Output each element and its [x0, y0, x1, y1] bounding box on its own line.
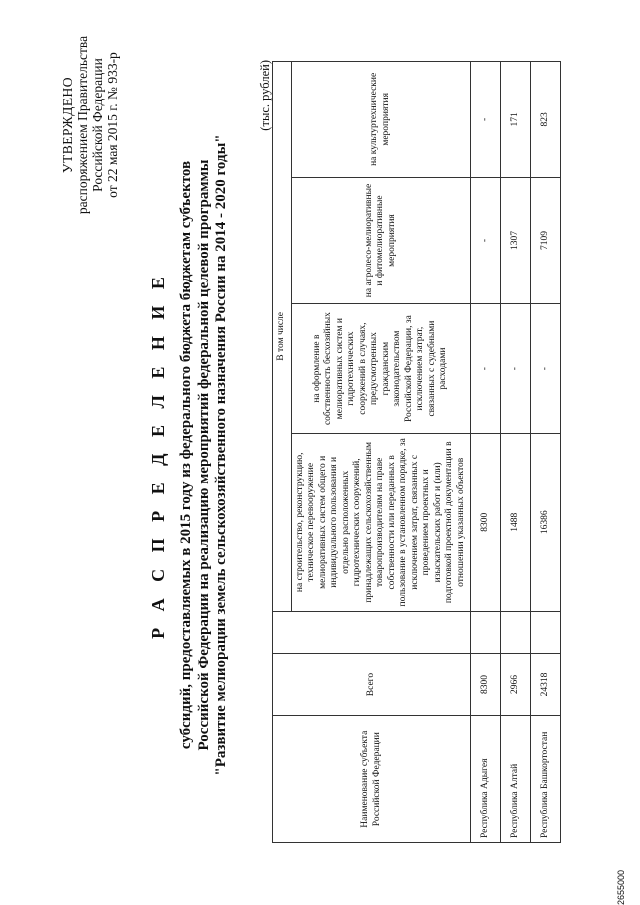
table-row	[471, 62, 501, 843]
header-agro: на агролесо-мелиоративные и фитомелиоративные мероприятия	[291, 177, 471, 304]
header-group: В том числе	[273, 62, 292, 612]
cell-construction: 8300	[471, 433, 501, 611]
cell-total: 2966	[501, 653, 531, 716]
cell-registration: -	[471, 304, 501, 434]
cell-total: 24318	[531, 653, 561, 716]
approval-block	[60, 0, 120, 250]
cell-construction: 1488	[501, 433, 531, 611]
header-registration: на оформление в собственность бесхозяйных мелиоративных систем и гидротехнических сооружений в случаях, предусмотренных гражданским законодательством Российской Федерации, за исключением затрат, связанных с судебными расходами	[291, 304, 471, 434]
header-subject-name: Наименование субъекта Российской Федерации	[273, 716, 471, 843]
cell-culture: -	[471, 62, 501, 178]
cell-name: Республика Алтай	[501, 716, 531, 843]
header-construction: на строительство, реконструкцию, техническое перевооружение мелиоративных систем общего и индивидуального пользования и отдельно расположенных гидротехнических сооружений, принадлежащих сельскохозяйственным товаропроизводителям на праве собственности или переданных в пользование в установленном порядке, за исключением затрат, связанных с проведением проектных и изыскательских работ и (или) подготовкой проектной документации в отношении указанных объектов	[291, 433, 471, 611]
cell-blank	[501, 611, 531, 653]
header-blank	[273, 611, 471, 653]
cell-culture: 171	[501, 62, 531, 178]
approval-line: от 22 мая 2015 г. № 933-р	[105, 52, 120, 198]
cell-blank	[531, 611, 561, 653]
cell-construction: 16386	[531, 433, 561, 611]
cell-blank	[471, 611, 501, 653]
document-heading	[148, 65, 231, 845]
heading-line: "Развитие мелиорации земель сельскохозяйственного назначения России на 2014 - 2020 годы"	[213, 134, 229, 776]
subsidy-table	[272, 61, 561, 843]
table-header-row	[273, 62, 292, 843]
cell-culture: 823	[531, 62, 561, 178]
approval-line: Российской Федерации	[90, 58, 105, 192]
unit-label: (тыс. рублей)	[258, 60, 272, 131]
approval-title: УТВЕРЖДЕНО	[60, 76, 75, 174]
cell-name: Республика Адыгея	[471, 716, 501, 843]
cell-agro: -	[471, 177, 501, 304]
approval-line: распоряжением Правительства	[75, 35, 90, 215]
cell-registration: -	[531, 304, 561, 434]
header-total: Всего	[273, 653, 471, 716]
document-number: 2655000	[616, 869, 626, 905]
heading-line: Российской Федерации на реализацию мероприятий федеральной целевой программы	[195, 159, 212, 751]
table-row	[531, 62, 561, 843]
cell-name: Республика Башкортостан	[531, 716, 561, 843]
document-title: Р А С П Р Е Д Е Л Е Н И Е	[148, 271, 168, 639]
heading-line: субсидий, предоставляемых в 2015 году из федерального бюджета бюджетам субъектов	[178, 160, 194, 750]
cell-agro: 7109	[531, 177, 561, 304]
cell-agro: 1307	[501, 177, 531, 304]
table-row	[501, 62, 531, 843]
cell-total: 8300	[471, 653, 501, 716]
header-culture: на культуртехнические мероприятия	[291, 62, 471, 178]
cell-registration: -	[501, 304, 531, 434]
